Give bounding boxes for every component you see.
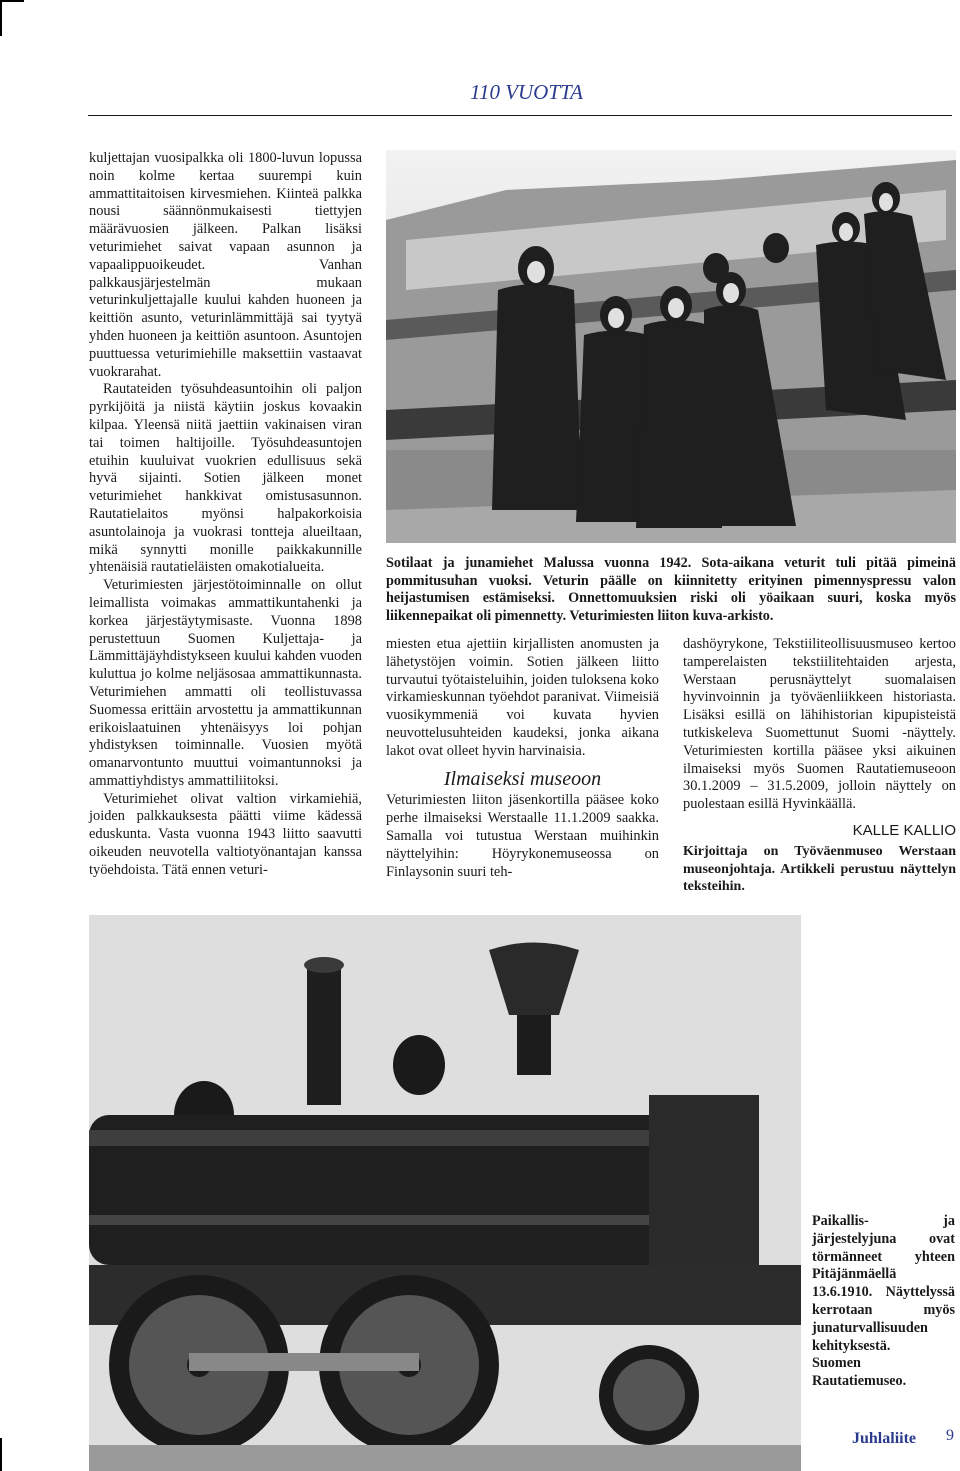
right-text-column — [683, 636, 956, 814]
right-paragraph: dashöyrykone, Tekstiiliteollisuusmuseo kertoo tamperelaisten tekstiilitehtaiden arjesta, Werstaan perusnäyttelyt suomalaisen hyvinvoinnin ja työväenliikkeen historiasta. Lisäksi esillä on lähihistorian kipupisteistä tutkiskeleva Suomettunut Suomi -näyttely. Veturimiesten kortilla pääsee yksi aikuinen ilmaiseksi myös Suomen Rautatiemuseoon 30.1.2009 – 31.5.2009, jolloin näyttely on puolestaan esillä Hyvinkäällä. — [683, 636, 956, 813]
left-text-column — [89, 150, 362, 880]
crop-mark-top-vertical — [0, 0, 2, 36]
header-divider — [88, 115, 952, 116]
crop-mark-bottom-vertical — [0, 1438, 2, 1471]
section-subheading: Ilmaiseksi museoon — [443, 767, 602, 790]
photo-locomotive-image — [89, 915, 801, 1471]
bottom-photo-credit: Suomen Rautatiemuseo. — [812, 1355, 907, 1390]
photo-soldiers-and-trainmen — [386, 150, 956, 543]
middle-text-column — [386, 636, 659, 881]
page-number: 9 — [946, 1427, 954, 1444]
running-header-title: 110 VUOTTA — [470, 80, 583, 104]
left-paragraph-3: Veturimiesten järjestötoiminnalle on ollut leimallista voimakas ammattikuntahenki ja korkea järjestäytymisaste. Vuonna 1898 perustettuun Suomen Kuljettaja- ja Lämmittäjäyhdistykseen kuului kahden vuoden kuluttua jo kolme neljäsosaa ammattikunnasta. Veturimiehen ammatti oli teollistuvassa Suomessa erittäin arvostettu ja ammattikunnan erikoislaatuinen yhtenäisyys loi pohjan yhdistyksen toiminnalle. Vuosien myötä omanarvontunto muuttui voimantunnoksi ja ammattiyhdistys ammattiliitoksi. — [89, 577, 362, 789]
top-photo-caption: Sotilaat ja junamiehet Malussa vuonna 1942. Sota-aikana veturit tuli pitää pimeinä pommitusuhan vuoksi. Veturin päälle on kiinnitetty erityinen pimennyspressu valon heijastumisen estämiseksi. Onnettomuuksien riski oli yöaikaan suuri, koska myös liikennepaikat oli pimennetty. Veturimiesten liiton kuva-arkisto. — [386, 555, 956, 624]
middle-paragraph-1: miesten etua ajettiin kirjallisten anomusten ja lähetystöjen voimin. Sotien jälkeen liitto turvautui työtaisteluihin, joiden tuloksena koko virkamieskunnan työehdot paranivat. Viimeisiä vuosikymmeniä voi kuvata hyvien neuvottelusuhteiden kaudeksi, jonka aikana lakot ovat olleet hyvin harvinaisia. — [386, 636, 659, 759]
bottom-photo-caption — [812, 1213, 955, 1391]
left-paragraph-2: Rautateiden työsuhdeasuntoihin oli paljon pyrkijöitä ja niistä käytiin joskus kovaakin kilpaa. Yleensä niitä jaettiin vakinaisen viran tai toimen haltijoille. Työsuhdeasuntojen etuihin kuuluivat vuokrien edullisuus sekä hyvä sijainti. Sotien jälkeen monet veturimiehet hankkivat omistusasunnon. Rautatielaitos myönsi halpakorkoisia asuntolainoja ja vuokrasi tontteja alueiltaan, mikä synnytti monille paikkakunnille yhtenäisiä rautatieläisten omakotialueita. — [89, 381, 362, 576]
left-paragraph-4: Veturimiehet olivat valtion virkamiehiä, joiden palkkauksesta päätti viime kädessä eduskunta. Vasta vuonna 1943 liitto saavutti oikeuden neuvotella valtiotyönantajan kanssa työehdoista. Tätä ennen veturi- — [89, 790, 362, 878]
photo-steam-locomotive — [89, 915, 801, 1471]
footer-brand: Juhlaliite — [852, 1430, 917, 1447]
middle-paragraph-2: Veturimiesten liiton jäsenkortilla pääsee koko perhe ilmaiseksi Werstaalle 11.1.2009 saakka. Samalla voi tutustua Werstaan muihinkin näyttelyihin: Höyrykonemuseossa on Finlaysonin suuri teh- — [386, 792, 659, 880]
bottom-photo-caption-text: Paikallis- ja järjestelyjuna ovat törmänneet yhteen Pitäjänmäellä 13.6.1910. Näyttelyssä kerrotaan myös junaturvallisuuden kehityksestä. — [812, 1213, 955, 1354]
author-name: KALLE KALLIO — [852, 822, 956, 839]
photo-soldiers-image — [386, 150, 956, 543]
crop-mark-top-horizontal — [0, 0, 24, 2]
author-bio: Kirjoittaja on Työväenmuseo Werstaan museonjohtaja. Artikkeli perustuu näyttelyn teksteihin. — [683, 844, 956, 894]
left-paragraph-1: kuljettajan vuosipalkka oli 1800-luvun lopussa noin kolme kertaa suurempi kuin ammattitaitoisen kirvesmiehen. Kiinteä palkka nousi säännönmukaisesti tiettyjen määrävuosien jälkeen. Palkan lisäksi veturimiehet saivat vapaan asunnon ja vapaalippuoikeudet. Vanhan palkkausjärjestelmän mukaan veturinkuljettajalle kuului kahden huoneen ja keittiön asunto, veturinlämmittäjä sai tyytyä yhden huoneen ja keittiön asuntoon. Asuntojen puuttuessa veturimiehille maksettiin vastaavat vuokrarahat. — [89, 150, 362, 380]
